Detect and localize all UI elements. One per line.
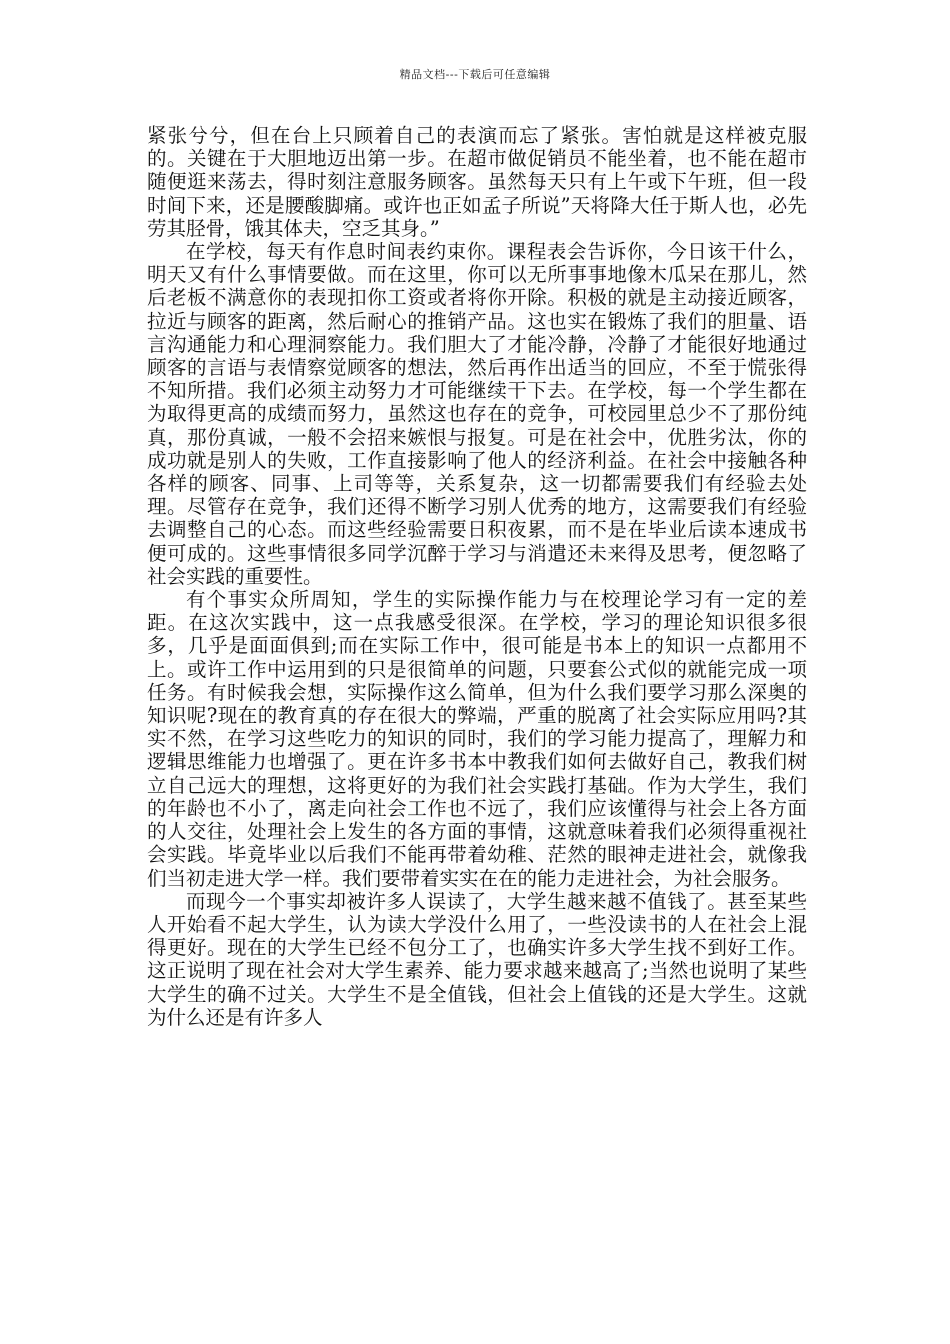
document-body	[147, 124, 807, 1029]
paragraph-continued: 紧张兮兮，但在台上只顾着自己的表演而忘了紧张。害怕就是这样被克服的。关键在于大胆地迈出第一步。在超市做促销员不能坐着，也不能在超市随便逛来荡去，得时刻注意服务顾客。虽然每天只有上午或下午班，但一段时间下来，还是腰酸脚痛。或许也正如孟子所说”天将降大任于斯人也，必先劳其胫骨，饿其体夫，空乏其身。”	[147, 124, 807, 240]
paragraph-school-vs-work: 在学校，每天有作息时间表约束你。课程表会告诉你，今日该干什么，明天又有什么事情要做。而在这里，你可以无所事事地像木瓜呆在那儿，然后老板不满意你的表现扣你工资或者将你开除。积极的就是主动接近顾客，拉近与顾客的距离，然后耐心的推销产品。这也实在锻炼了我们的胆量、语言沟通能力和心理洞察能力。我们胆大了才能冷静，冷静了才能很好地通过顾客的言语与表情察觉顾客的想法，然后再作出适当的回应，不至于慌张得不知所措。我们必须主动努力才可能继续干下去。在学校，每一个学生都在为取得更高的成绩而努力，虽然这也存在的竞争，可校园里总少不了那份纯真，那份真诚，一般不会招来嫉恨与报复。可是在社会中，优胜劣汰，你的成功就是别人的失败，工作直接影响了他人的经济利益。在社会中接触各种各样的顾客、同事、上司等等，关系复杂，这一切都需要我们有经验去处理。尽管存在竞争，我们还得不断学习别人优秀的地方，这需要我们有经验去调整自己的心态。而这些经验需要日积夜累，而不是在毕业后读本速成书便可成的。这些事情很多同学沉醉于学习与消遣还未来得及思考，便忽略了社会实践的重要性。	[147, 240, 807, 588]
paragraph-theory-vs-practice: 有个事实众所周知，学生的实际操作能力与在校理论学习有一定的差距。在这次实践中，这一点我感受很深。在学校，学习的理论知识很多很多，几乎是面面俱到;而在实际工作中，很可能是书本上的知识一点都用不上。或许工作中运用到的只是很简单的问题，只要套公式似的就能完成一项任务。有时候我会想，实际操作这么简单，但为什么我们要学习那么深奥的知识呢?现在的教育真的存在很大的弊端，严重的脱离了社会实际应用吗?其实不然，在学习这些吃力的知识的同时，我们的学习能力提高了，理解力和逻辑思维能力也增强了。更在许多书本中教我们如何去做好自己，教我们树立自己远大的理想，这将更好的为我们社会实践打基础。作为大学生，我们的年龄也不小了，离走向社会工作也不远了，我们应该懂得与社会上各方面的人交往，处理社会上发生的各方面的事情，这就意味着我们必须得重视社会实践。毕竟毕业以后我们不能再带着幼稚、茫然的眼神走进社会，就像我们当初走进大学一样。我们要带着实实在在的能力走进社会，为社会服务。	[147, 588, 807, 890]
paragraph-college-value: 而现今一个事实却被许多人误读了，大学生越来越不值钱了。甚至某些人开始看不起大学生，认为读大学没什么用了，一些没读书的人在社会上混得更好。现在的大学生已经不包分工了，也确实许多大学生找不到好工作。这正说明了现在社会对大学生素养、能力要求越来越高了;当然也说明了某些大学生的确不过关。大学生不是全值钱，但社会上值钱的还是大学生。这就为什么还是有许多人	[147, 889, 807, 1029]
page-header: 精品文档---下载后可任意编辑	[399, 68, 551, 81]
